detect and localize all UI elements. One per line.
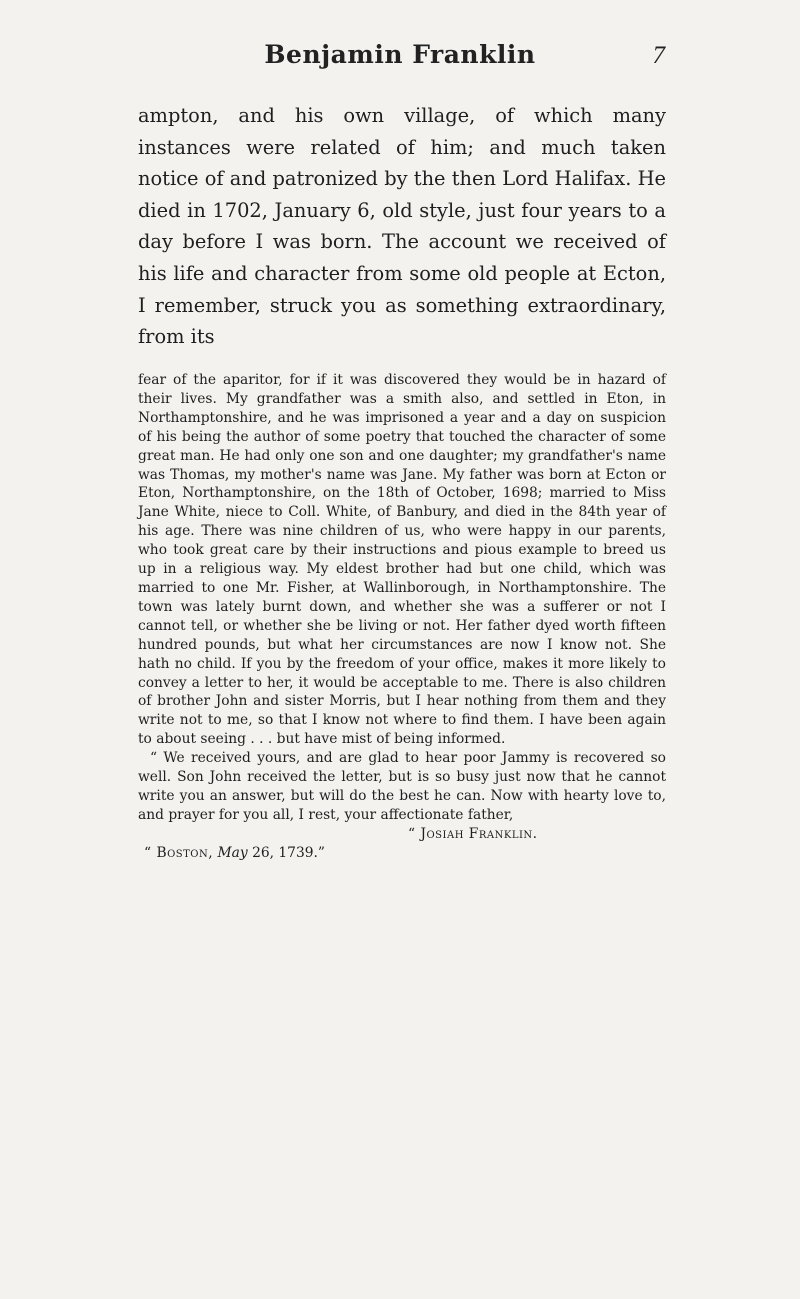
page-number: 7 — [652, 42, 665, 69]
page-header — [0, 40, 800, 80]
main-text — [138, 100, 666, 353]
letter-dateline — [138, 844, 666, 863]
footnote-paragraph-2: “ We received yours, and are glad to hear poor Jammy is recovered so well. Son John received the letter, but is so busy just now that he cannot write you an answer, but will do the best he can. Now with hearty love to, and prayer for you all, I rest, your affectionate father, — [138, 750, 666, 823]
footnote — [138, 371, 666, 863]
dateline-month: May — [217, 844, 248, 861]
main-paragraph: ampton, and his own village, of which many instances were related of him; and much taken notice of and patronized by the then Lord Halifax. He died in 1702, January 6, old style, just four years to a day before I was born. The account we received of his life and character from some old people at Ecton, I remember, struck you as something extraordinary, from its — [138, 104, 666, 349]
signature: “ Josiah Franklin. — [408, 825, 538, 842]
running-head: Benjamin Franklin — [264, 40, 536, 69]
dateline-place: “ Boston, — [144, 844, 214, 861]
dateline-date: 26, 1739.” — [252, 844, 325, 861]
footnote-paragraph-1: fear of the aparitor, for if it was discovered they would be in hazard of their lives. My grandfather was a smith also, and settled in Eton, in Northamptonshire, and he was imprisoned a year and a day on suspicion of his being the author of some poetry that touched the character of some great man. He had only one son and one daughter; my grandfather's name was Thomas, my mother's name was Jane. My father was born at Ecton or Eton, Northamptonshire, on the 18th of October, 1698; married to Miss Jane White, niece to Coll. White, of Banbury, and died in the 84th year of his age. There was nine children of us, who were happy in our parents, who took great care by their instructions and pious example to breed us up in a religious way. My eldest brother had but one child, which was married to one Mr. Fisher, at Wallinborough, in Northamptonshire. The town was lately burnt down, and whether she was a sufferer or not I cannot tell, or whether she be living or not. Her father dyed worth fifteen hundred pounds, but what her circumstances are now I know not. She hath no child. If you by the freedom of your office, makes it more likely to convey a letter to her, it would be acceptable to me. There is also children of brother John and sister Morris, but I hear nothing from them and they write not to me, so that I know not where to find them. I have been again to about seeing . . . but have mist of being informed. — [138, 372, 666, 748]
